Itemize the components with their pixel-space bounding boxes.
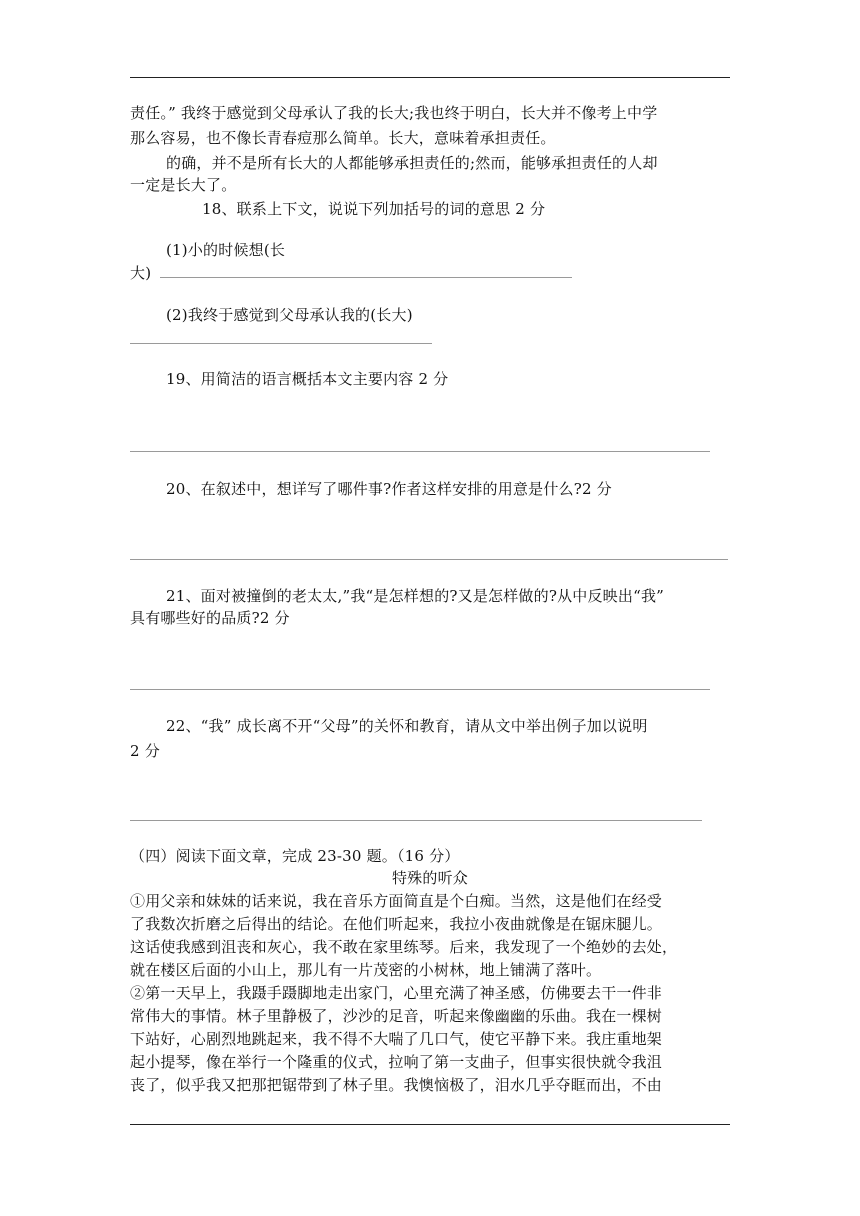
answer-line xyxy=(160,277,572,278)
article-line: 常伟大的事情。林子里静极了，沙沙的足音，听起来像幽幽的乐曲。我在一棵树 xyxy=(130,1007,663,1025)
article-line: 就在楼区后面的小山上，那儿有一片茂密的小树林，地上铺满了落叶。 xyxy=(130,961,602,979)
question-22-line-2: 2 分 xyxy=(130,742,160,760)
question-21-line-2: 具有哪些好的品质?2 分 xyxy=(130,609,290,627)
answer-line xyxy=(130,820,702,821)
paragraph-line: 责任。” 我终于感觉到父母承认了我的长大;我也终于明白，长大并不像考上中学 xyxy=(130,104,658,122)
question-18-title: 18、联系上下文，说说下列加括号的词的意思 2 分 xyxy=(202,200,546,218)
article-line: ②第一天早上，我蹑手蹑脚地走出家门，心里充满了神圣感，仿佛要去干一件非 xyxy=(130,984,663,1002)
answer-line xyxy=(130,451,710,452)
answer-line xyxy=(130,559,728,560)
answer-line xyxy=(130,343,432,344)
article-line: 这话使我感到沮丧和灰心，我不敢在家里练琴。后来，我发现了一个绝妙的去处， xyxy=(130,938,678,956)
question-20: 20、在叙述中，想详写了哪件事?作者这样安排的用意是什么?2 分 xyxy=(166,480,612,498)
section-4-heading: （四）阅读下面文章，完成 23-30 题。（16 分） xyxy=(130,847,460,865)
article-line: ①用父亲和妹妹的话来说，我在音乐方面简直是个白痴。当然，这是他们在经受 xyxy=(130,892,663,910)
article-line: 丧了，似乎我又把那把锯带到了林子里。我懊恼极了，泪水几乎夺眶而出，不由 xyxy=(130,1076,663,1094)
question-18-item-2: (2)我终于感觉到父母承认我的(长大) xyxy=(166,306,413,324)
paragraph-line: 那么容易，也不像长青春痘那么简单。长大，意味着承担责任。 xyxy=(130,129,556,147)
article-line: 起小提琴，像在举行一个隆重的仪式，拉响了第一支曲子，但事实很快就令我沮 xyxy=(130,1053,663,1071)
paragraph-line: 一定是长大了。 xyxy=(130,176,237,194)
question-18-item-1-cont: 大) xyxy=(130,264,152,282)
question-19: 19、用简洁的语言概括本文主要内容 2 分 xyxy=(166,370,449,388)
paragraph-line: 的确，并不是所有长大的人都能够承担责任的;然而，能够承担责任的人却 xyxy=(166,154,658,172)
question-22-line-1: 22、“我” 成长离不开“父母”的关怀和教育，请从文中举出例子加以说明 xyxy=(166,717,648,735)
article-line: 了我数次折磨之后得出的结论。在他们听起来，我拉小夜曲就像是在锯床腿儿。 xyxy=(130,915,663,933)
article-line: 下站好，心剧烈地跳起来，我不得不大喘了几口气，使它平静下来。我庄重地架 xyxy=(130,1030,663,1048)
article-title: 特殊的听众 xyxy=(391,869,468,887)
footer-rule xyxy=(130,1124,730,1125)
question-18-item-1: (1)小的时候想(长 xyxy=(166,241,286,259)
header-rule xyxy=(130,77,730,78)
question-21-line-1: 21、面对被撞倒的老太太,”我“是怎样想的?又是怎样做的?从中反映出“我” xyxy=(166,587,665,605)
answer-line xyxy=(130,689,710,690)
